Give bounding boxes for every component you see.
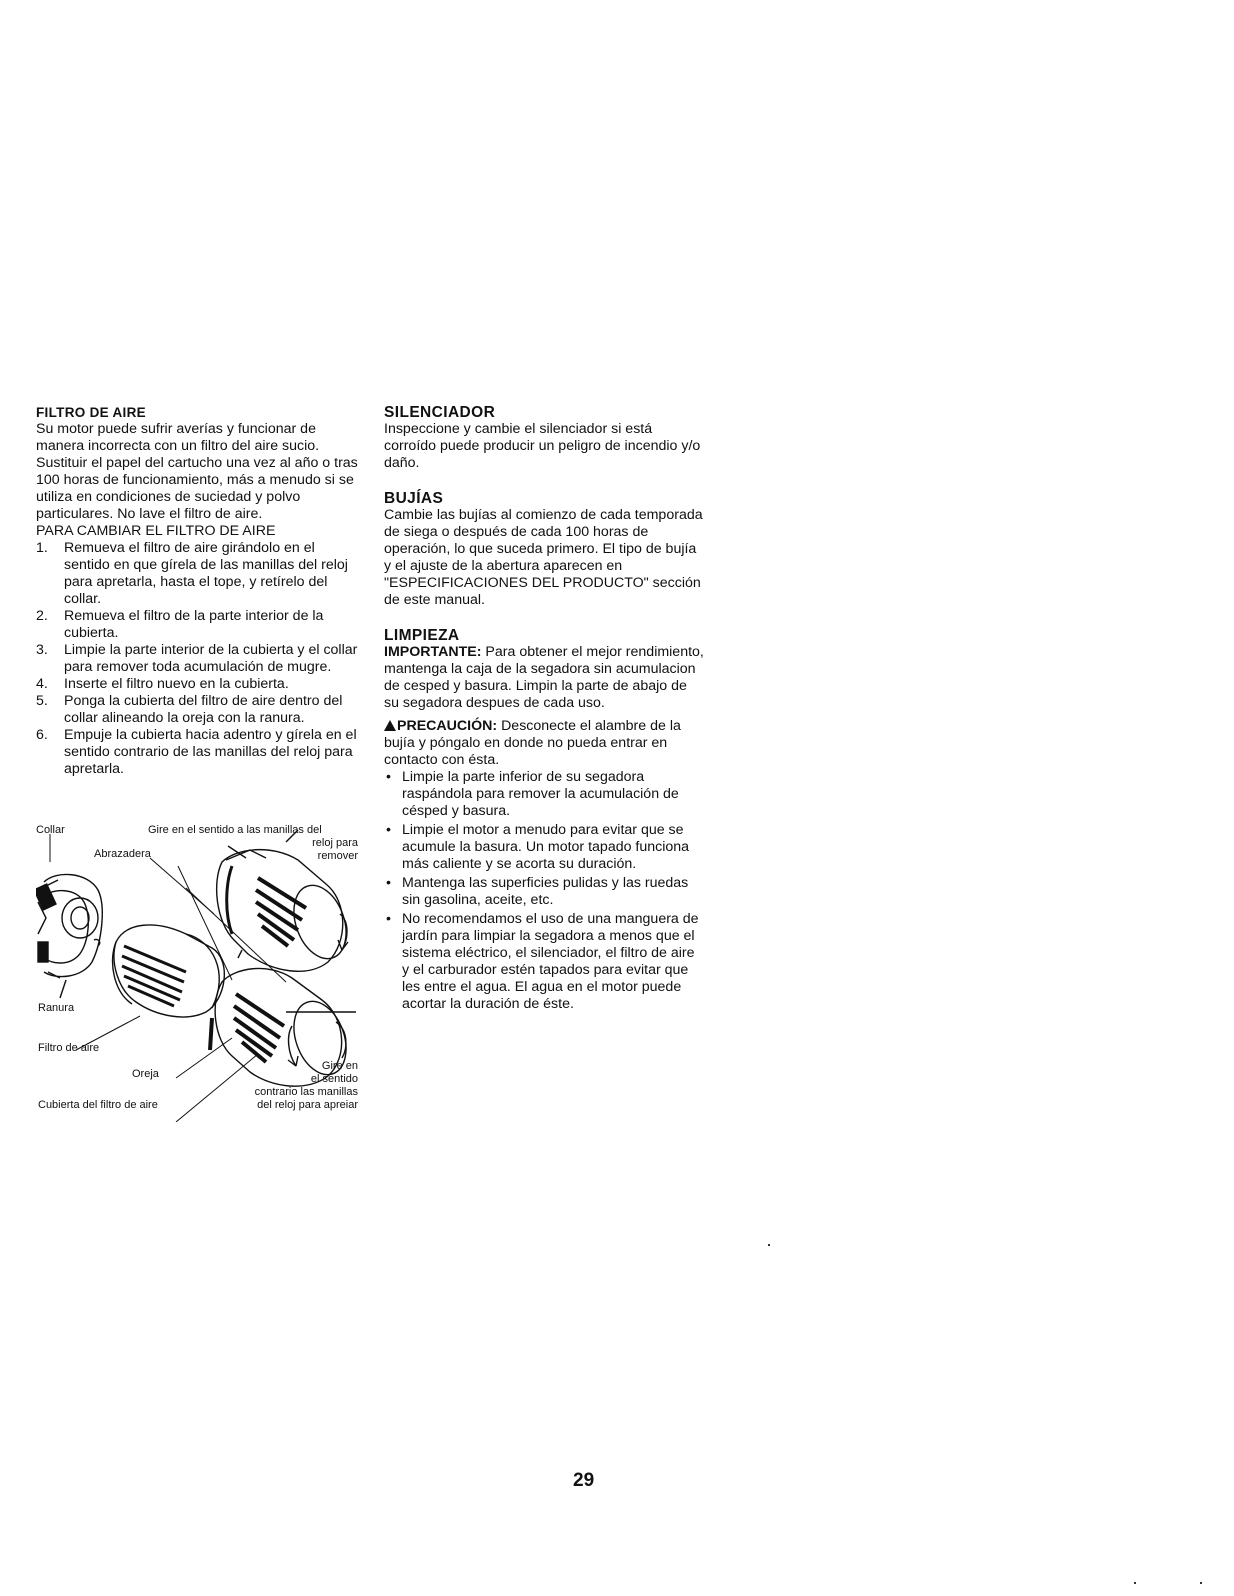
label-del-reloj: del reloj para apreiar bbox=[257, 1099, 358, 1111]
step-number: 2. bbox=[36, 608, 48, 624]
importante-label: IMPORTANTE: bbox=[384, 644, 482, 660]
collar-drawing bbox=[36, 874, 102, 998]
label-contrario: contrario las manillas bbox=[254, 1086, 358, 1098]
steps-list bbox=[36, 540, 364, 778]
bullet-icon: • bbox=[386, 875, 391, 891]
limpieza-title: LIMPIEZA bbox=[384, 627, 460, 644]
leader-lines bbox=[50, 834, 286, 1122]
filtro-title: FILTRO DE AIRE bbox=[36, 405, 146, 420]
importante-text: Para obtener el mejor rendimiento, mantenga la caja de la segadora sin acumulacion de cesped y basura. Limpin la parte de abajo de su segadora despues de cada uso. bbox=[384, 644, 704, 711]
step-number: 3. bbox=[36, 642, 48, 658]
bullet-text: No recomendamos el uso de una manguera de jardín para limpiar la segadora a menos que el sistema eléctrico, el silenciador, el filtro de aire y el carburador estén tapados para evitar que les entre el agua. El agua en el motor puede acortar la duración de éste. bbox=[402, 911, 699, 1012]
bujias-title: BUJÍAS bbox=[384, 490, 444, 507]
list-item bbox=[384, 822, 704, 873]
left-column bbox=[36, 404, 364, 778]
cambiar-title: PARA CAMBIAR EL FILTRO DE AIRE bbox=[36, 523, 276, 539]
step-item bbox=[36, 693, 364, 727]
step-text: Inserte el filtro nuevo en la cubierta. bbox=[64, 676, 289, 692]
step-item bbox=[36, 608, 364, 642]
filter-element-drawing bbox=[113, 925, 225, 1017]
label-abrazadera: Abrazadera bbox=[94, 848, 151, 860]
step-text: Ponga la cubierta del filtro de aire dentro del collar alineando la oreja con la ranura. bbox=[64, 693, 343, 726]
label-ranura: Ranura bbox=[38, 1002, 75, 1014]
bullet-text: Mantenga las superficies pulidas y las ruedas sin gasolina, aceite, etc. bbox=[402, 875, 689, 908]
bullet-icon: • bbox=[386, 769, 391, 785]
step-number: 6. bbox=[36, 727, 48, 743]
filtro-text: Su motor puede sufrir averías y funcionar de manera incorrecta con un filtro del aire sucio. Sustituir el papel del cartucho una vez al año o tras 100 horas de funcionamiento, más a menudo si se utiliza en condiciones de suciedad y polvo particulares. No lave el filtro de aire. bbox=[36, 421, 358, 522]
label-gire-remover-3: remover bbox=[317, 850, 358, 862]
label-filtro-de-aire: Filtro de aire bbox=[38, 1042, 100, 1054]
step-item bbox=[36, 540, 364, 608]
precaucion-paragraph bbox=[384, 718, 704, 769]
bullet-text: Limpie la parte inferior de su segadora raspándola para remover la acumulación de césped y basura. bbox=[402, 769, 679, 819]
importante-paragraph bbox=[384, 644, 704, 712]
bullet-icon: • bbox=[386, 822, 391, 838]
stray-mark bbox=[768, 1244, 770, 1246]
list-item bbox=[384, 875, 704, 909]
step-item bbox=[36, 727, 364, 778]
warning-icon bbox=[384, 720, 396, 731]
label-gire-remover-2: reloj para bbox=[312, 837, 358, 849]
list-item bbox=[384, 769, 704, 820]
step-text: Remueva el filtro de aire girándolo en el sentido en que gírela de las manillas del reloj para apretarla, hasta el tope, y retírelo del collar. bbox=[64, 540, 348, 607]
bujias-text: Cambie las bujías al comienzo de cada temporada de siega o después de cada 100 horas de operación, lo que suceda primero. El tipo de bujía y el ajuste de la abertura aparecen en "ESPECIFICACIONES DEL PRODUCTO" sección de este manual. bbox=[384, 507, 703, 608]
label-el-sentido: el sentido bbox=[310, 1073, 358, 1085]
step-item bbox=[36, 642, 364, 676]
step-text: Remueva el filtro de la parte interior de la cubierta. bbox=[64, 608, 324, 641]
step-text: Empuje la cubierta hacia adentro y gírela en el sentido contrario de las manillas del reloj para apretarla. bbox=[64, 727, 357, 777]
air-filter-figure bbox=[36, 822, 366, 1122]
silenciador-title: SILENCIADOR bbox=[384, 404, 496, 421]
precaucion-text: Desconecte el alambre de la bujía y póngalo en donde no pueda entrar en contacto con ésta. bbox=[384, 718, 681, 768]
page-number: 29 bbox=[573, 1470, 595, 1491]
step-number: 5. bbox=[36, 693, 48, 709]
step-item bbox=[36, 676, 364, 693]
label-gire-remover-1: Gire en el sentido a las manillas del bbox=[148, 824, 322, 836]
label-oreja: Oreja bbox=[132, 1068, 159, 1080]
stray-mark bbox=[1200, 1582, 1202, 1584]
bullet-icon: • bbox=[386, 911, 391, 927]
label-cubierta: Cubierta del filtro de aire bbox=[38, 1099, 158, 1111]
label-gire-en: Gire en bbox=[321, 1060, 358, 1072]
precaucion-label: PRECAUCIÓN: bbox=[397, 718, 498, 734]
stray-mark bbox=[1134, 1582, 1136, 1584]
bullet-text: Limpie el motor a menudo para evitar que se acumule la basura. Un motor tapado funciona más caliente y se acorta su duración. bbox=[402, 822, 690, 872]
step-number: 4. bbox=[36, 676, 48, 692]
list-item bbox=[384, 911, 704, 1013]
step-number: 1. bbox=[36, 540, 48, 556]
bullet-list bbox=[384, 769, 704, 1013]
right-column bbox=[384, 404, 704, 1015]
label-collar: Collar bbox=[36, 824, 65, 836]
step-text: Limpie la parte interior de la cubierta y el collar para remover toda acumulación de mugre. bbox=[64, 642, 358, 675]
silenciador-text: Inspeccione y cambie el silenciador si está corroído puede producir un peligro de incendio y/o daño. bbox=[384, 421, 701, 471]
